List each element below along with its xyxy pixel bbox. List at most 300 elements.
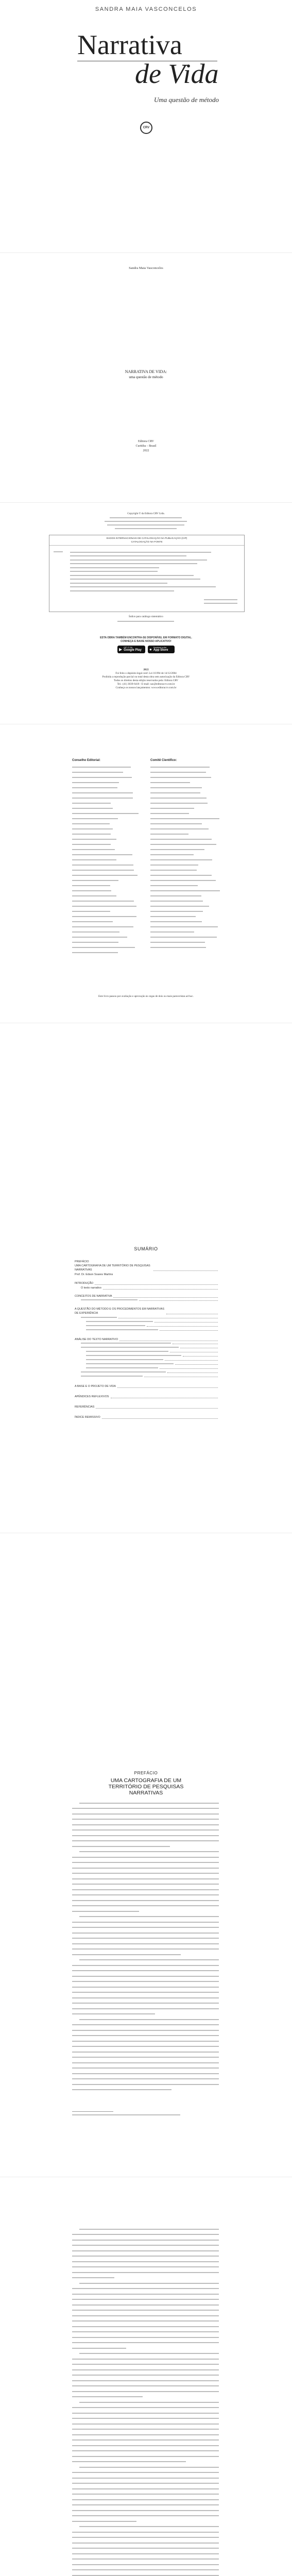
toc-entry-line	[86, 1321, 153, 1322]
text-line	[72, 1976, 219, 1977]
text-line	[150, 916, 196, 917]
text-line	[72, 2478, 219, 2479]
text-line	[150, 798, 207, 799]
text-line	[70, 563, 197, 564]
title-page-city: Curitiba – Brasil	[135, 445, 157, 448]
text-line	[72, 2369, 219, 2370]
text-line	[72, 2424, 219, 2425]
text-line	[72, 813, 139, 814]
text-line	[110, 517, 182, 518]
text-line	[72, 792, 133, 793]
toc-entry-author: Prof. Dr. Edson Soares Martins	[75, 1273, 113, 1276]
google-play-icon: ▶	[119, 647, 123, 652]
text-line	[150, 931, 194, 933]
google-play-small-label: GET IT ON	[124, 646, 132, 649]
editorial-council-title: Conselho Editorial:	[72, 759, 101, 762]
text-line	[79, 2283, 219, 2284]
text-line	[72, 859, 116, 860]
text-line	[150, 875, 212, 876]
text-line	[72, 1894, 219, 1895]
text-line	[72, 2299, 219, 2300]
text-line	[72, 2320, 219, 2321]
cip-divider	[49, 545, 244, 546]
text-line	[150, 890, 220, 891]
text-line	[72, 834, 111, 835]
text-line	[72, 2564, 219, 2565]
cip-cdu	[204, 599, 237, 600]
text-line	[72, 1922, 219, 1923]
text-line	[72, 1808, 219, 1809]
text-line	[72, 1889, 219, 1890]
text-line	[72, 895, 116, 896]
google-play-button[interactable]	[117, 646, 145, 653]
toc-entry-line	[81, 1347, 179, 1348]
preface-title-line: UMA CARTOGRAFIA DE UM	[110, 1777, 182, 1784]
text-line	[72, 926, 133, 927]
text-line	[72, 1970, 219, 1971]
legal-reserved: Todos os direitos desta edição reservados pela: Editora CRV	[113, 679, 179, 682]
text-line	[72, 2315, 219, 2316]
text-line	[107, 524, 184, 526]
preface-label: PREFÁCIO	[134, 1771, 158, 1775]
text-line	[150, 777, 211, 778]
text-line	[72, 2456, 219, 2457]
text-line	[72, 1943, 219, 1944]
text-line	[72, 1829, 219, 1831]
toc-entry[interactable]	[75, 1359, 219, 1362]
text-line	[72, 2515, 219, 2516]
text-line	[72, 2261, 219, 2262]
toc-leader	[154, 1322, 218, 1323]
text-line	[72, 1884, 219, 1885]
footnote-rule	[72, 2111, 113, 2112]
app-store-button[interactable]	[148, 646, 175, 653]
toc-entry[interactable]	[75, 1376, 219, 1378]
text-line	[72, 1846, 170, 1847]
text-line	[79, 2467, 219, 2468]
text-line	[72, 823, 110, 824]
toc-entry[interactable]	[75, 1299, 219, 1302]
text-line	[72, 2483, 219, 2484]
text-line	[79, 2019, 219, 2020]
toc-entry[interactable]	[75, 1371, 219, 1374]
text-line	[72, 2035, 219, 2036]
text-line	[72, 952, 118, 953]
copyright-notice: Copyright © da Editora CRV Ltda.	[127, 512, 165, 515]
toc-entry[interactable]	[75, 1347, 219, 1349]
text-line	[150, 849, 204, 850]
text-line	[72, 2294, 219, 2295]
text-line	[72, 2439, 219, 2441]
text-line	[72, 947, 135, 948]
text-line	[72, 911, 110, 912]
text-line	[72, 844, 111, 845]
text-line	[105, 521, 187, 522]
toc-entry[interactable]	[75, 1286, 219, 1291]
toc-entry-line	[86, 1363, 174, 1364]
text-line	[150, 834, 188, 835]
text-line	[72, 1878, 219, 1879]
text-line	[150, 813, 189, 814]
text-line	[150, 772, 206, 773]
text-line	[72, 2537, 219, 2538]
text-line	[150, 937, 217, 938]
text-line	[72, 865, 133, 866]
text-line	[72, 2013, 155, 2014]
text-line	[72, 2553, 219, 2554]
title-page-author: Sandra Maia Vasconcelos	[129, 266, 163, 270]
text-line	[150, 828, 209, 829]
text-line	[72, 2062, 219, 2063]
text-line	[72, 787, 117, 788]
footnote-line	[72, 2114, 180, 2115]
text-line	[72, 2445, 219, 2446]
toc-entry-label: APÊNDICES REFLEXIVOS	[75, 1395, 109, 1398]
text-line	[72, 1824, 219, 1825]
text-line	[117, 621, 174, 622]
text-line	[72, 2499, 219, 2500]
text-line	[70, 586, 216, 587]
peer-review-note: Este livro passou por avaliação e aprovação às cegas de dois ou mais pareceristas ad hoc.	[98, 995, 194, 998]
text-line	[150, 782, 190, 783]
text-line	[72, 798, 133, 799]
text-line	[150, 823, 202, 824]
text-line	[72, 901, 134, 902]
cover-title-line2: de Vida	[135, 58, 219, 89]
text-line	[70, 575, 194, 576]
text-line	[150, 865, 198, 866]
text-line	[72, 1992, 219, 1993]
toc-leader	[96, 1408, 218, 1409]
text-line	[72, 2256, 219, 2257]
text-line	[72, 880, 118, 881]
text-line	[70, 555, 186, 556]
toc-entry[interactable]	[75, 1317, 219, 1319]
cip-catalog-box	[49, 535, 245, 612]
text-line	[150, 947, 206, 948]
text-line	[72, 2003, 219, 2004]
text-line	[72, 2548, 219, 2549]
text-line	[72, 2434, 219, 2435]
toc-entry[interactable]	[75, 1325, 219, 1328]
text-line	[72, 2375, 219, 2376]
text-line	[72, 1835, 219, 1836]
text-line	[72, 2385, 219, 2386]
text-line	[72, 2073, 219, 2074]
toc-entry-line	[86, 1367, 158, 1368]
text-line	[150, 787, 202, 788]
text-line	[72, 2461, 186, 2462]
text-line	[72, 1873, 219, 1874]
text-line	[72, 942, 118, 943]
toc-entry-label: ANÁLISE DO TEXTO NARRATIVO	[75, 1338, 118, 1341]
text-line	[72, 2288, 219, 2289]
text-line	[72, 2510, 219, 2511]
summary-title: SUMÁRIO	[134, 1246, 158, 1251]
text-line	[72, 931, 119, 933]
text-line	[150, 808, 194, 809]
text-line	[79, 1916, 219, 1917]
title-page-publisher: Editora CRV	[138, 440, 154, 443]
toc-leader	[167, 1372, 218, 1373]
toc-leader	[160, 1330, 218, 1331]
text-line	[72, 2429, 219, 2430]
toc-entry[interactable]	[75, 1321, 219, 1324]
toc-entry	[75, 1273, 219, 1277]
text-line	[72, 2359, 219, 2360]
title-page-subtitle: uma questão de método	[129, 375, 163, 379]
text-line	[72, 808, 113, 809]
page-separator	[0, 252, 292, 253]
text-line	[72, 875, 138, 876]
toc-entry-label: CONCEITOS DE NARRATIVA	[75, 1295, 112, 1298]
text-line	[72, 2558, 219, 2560]
text-line	[72, 803, 111, 804]
text-line	[72, 2310, 219, 2311]
text-line	[72, 2494, 219, 2495]
cover-author: SANDRA MAIA VASCONCELOS	[95, 6, 197, 12]
toc-entry-line	[86, 1329, 158, 1330]
text-line	[72, 1814, 219, 1815]
toc-entry-line	[81, 1376, 143, 1377]
text-line	[72, 2272, 219, 2273]
app-store-label: App Store	[153, 649, 168, 652]
text-line	[72, 1997, 219, 1998]
text-line	[150, 854, 194, 855]
text-line	[72, 767, 131, 768]
text-line	[72, 1948, 219, 1950]
text-line	[150, 870, 197, 871]
toc-entry-line	[86, 1351, 168, 1352]
text-line	[150, 901, 203, 902]
legal-rights: Proibida a reprodução parcial ou total desta obra sem autorização da Editora CRV	[102, 675, 190, 679]
text-line	[150, 839, 212, 840]
toc-leader	[95, 1284, 218, 1285]
text-line	[72, 2067, 219, 2069]
text-line	[150, 885, 198, 886]
crv-logo-text: CRV	[143, 126, 150, 129]
google-play-label: Google Play	[124, 649, 142, 652]
app-store-small-label: Download on the	[153, 646, 167, 649]
text-line	[72, 2234, 219, 2235]
text-line	[150, 818, 219, 819]
toc-leader	[147, 1326, 218, 1327]
catalog-index-title: Índice para catálogo sistemático	[129, 615, 163, 618]
text-line	[150, 844, 216, 845]
text-line	[72, 2391, 219, 2392]
toc-entry[interactable]	[75, 1355, 219, 1358]
text-line	[72, 1840, 219, 1841]
toc-leader	[139, 1300, 218, 1301]
text-line	[72, 782, 119, 783]
toc-leader	[102, 1418, 218, 1419]
text-line	[72, 937, 127, 938]
toc-leader	[153, 1270, 218, 1271]
text-line	[150, 803, 208, 804]
toc-entry[interactable]	[75, 1260, 219, 1264]
text-line	[79, 1959, 219, 1960]
text-line	[72, 2364, 219, 2365]
text-line	[72, 2245, 219, 2246]
text-line	[72, 2342, 219, 2343]
toc-entry[interactable]	[75, 1385, 219, 1389]
toc-entry-label: UMA CARTOGRAFIA DE UM TERRITÓRIO DE PESQUISAS NARRATIVAS	[75, 1264, 150, 1272]
text-line	[72, 2304, 219, 2306]
text-line	[72, 2008, 219, 2009]
text-line	[72, 854, 132, 855]
toc-entry-line	[86, 1355, 181, 1356]
legal-deposit: Foi feito o depósito legal conf. Lei 10.994 de 14/12/2004	[115, 672, 177, 675]
text-line	[150, 926, 218, 927]
text-line	[72, 1938, 219, 1939]
text-line	[72, 2052, 219, 2053]
toc-entry[interactable]	[75, 1395, 219, 1399]
toc-entry[interactable]	[75, 1329, 219, 1332]
text-line	[72, 890, 111, 891]
toc-entry-label: REFERÊNCIAS	[75, 1405, 95, 1409]
scientific-committee-title: Comitê Científico:	[150, 759, 177, 762]
toc-entry-line	[81, 1343, 171, 1344]
toc-entry-label: A BASE E O PROJETO DE VIDA	[75, 1385, 116, 1388]
text-line	[72, 916, 136, 917]
text-line	[72, 906, 136, 907]
text-line	[72, 1819, 219, 1820]
legal-contact: Tel.: (41) 3039-6418 - E-mail: sac@editoracrv.com.br	[117, 683, 175, 686]
toc-leader	[113, 1297, 218, 1298]
text-line	[72, 2396, 143, 2397]
toc-leader	[117, 1387, 218, 1388]
text-line	[70, 590, 174, 591]
text-line	[72, 2326, 219, 2327]
text-line	[72, 1857, 219, 1858]
apple-icon: ●	[149, 647, 152, 652]
text-line	[72, 1987, 219, 1988]
text-line	[72, 1927, 219, 1928]
text-line	[72, 849, 115, 850]
toc-entry[interactable]	[75, 1264, 219, 1272]
text-line	[72, 2543, 219, 2544]
text-line	[72, 870, 134, 871]
text-line	[72, 2472, 219, 2473]
digital-edition-line: ESTA OBRA TAMBÉM ENCONTRA-SE DISPONÍVEL EM FORMATO DIGITAL.	[100, 636, 192, 639]
text-line	[72, 1933, 219, 1934]
text-line	[72, 2450, 219, 2451]
text-line	[150, 792, 200, 793]
text-line	[72, 772, 123, 773]
text-line	[72, 2488, 219, 2489]
text-line	[150, 911, 203, 912]
toc-entry[interactable]	[75, 1295, 219, 1299]
text-line	[79, 1851, 219, 1852]
text-line	[72, 2277, 114, 2278]
text-line	[70, 571, 158, 572]
text-line	[72, 828, 113, 829]
text-line	[70, 552, 211, 553]
text-line	[72, 1905, 219, 1906]
title-page-year: 2022	[143, 449, 149, 452]
download-app-line: CONHEÇA E BAIXE NOSSO APLICATIVO!	[121, 640, 171, 643]
text-line	[150, 906, 209, 907]
text-line	[150, 880, 216, 881]
text-line	[72, 2348, 126, 2349]
text-line	[72, 2521, 136, 2522]
text-line	[72, 2266, 219, 2267]
text-line	[72, 1911, 139, 1912]
preface-title-line: TERRITÓRIO DE PESQUISAS	[108, 1784, 184, 1790]
text-line	[72, 2569, 219, 2570]
toc-leader	[175, 1364, 218, 1365]
cip-subheader: CATALOGAÇÃO NA FONTE	[131, 541, 163, 544]
text-line	[79, 2353, 219, 2354]
text-line	[72, 2337, 219, 2338]
toc-leader	[183, 1356, 218, 1357]
text-line	[72, 2078, 219, 2079]
toc-entry[interactable]	[75, 1405, 219, 1410]
text-line	[72, 921, 113, 922]
toc-leader	[165, 1360, 218, 1361]
toc-entry[interactable]	[75, 1338, 219, 1342]
text-line	[72, 1965, 219, 1966]
text-line	[150, 942, 205, 943]
text-line	[72, 2041, 219, 2042]
text-line	[72, 885, 110, 886]
text-line	[72, 2089, 171, 2090]
toc-entry[interactable]	[75, 1308, 219, 1315]
toc-entry[interactable]	[75, 1363, 219, 1366]
toc-leader	[160, 1368, 218, 1369]
toc-entry-label: PREFÁCIO	[75, 1260, 89, 1263]
toc-entry-label: A QUESTÃO DO MÉTODO E OS PROCEDIMENTOS EM NARRATIVAS DE EXPERIÊNCIA	[75, 1308, 164, 1315]
toc-entry-line	[81, 1317, 117, 1318]
title-page-title: NARRATIVA DE VIDA:	[125, 369, 167, 374]
text-line	[150, 921, 202, 922]
text-line	[70, 579, 200, 580]
cover-title-line1: Narrativa	[77, 29, 182, 60]
text-line	[72, 2407, 219, 2408]
toc-entry[interactable]	[75, 1282, 219, 1286]
text-line	[72, 2532, 219, 2533]
toc-leader	[103, 1289, 218, 1290]
toc-entry-line	[81, 1371, 166, 1372]
text-line	[150, 767, 210, 768]
toc-entry-line	[81, 1299, 138, 1300]
text-line	[72, 1900, 219, 1901]
text-line	[72, 2380, 219, 2381]
text-line	[72, 1981, 219, 1982]
text-line	[72, 1862, 219, 1863]
text-line	[150, 859, 212, 860]
toc-entry[interactable]	[75, 1416, 219, 1420]
text-line	[72, 2250, 219, 2251]
toc-entry-label: INTRODUÇÃO	[75, 1282, 94, 1285]
toc-entry-label: ÍNDICE REMISSIVO	[75, 1416, 100, 1419]
legal-website: Conheça os nossos lançamentos: www.editoracrv.com.br	[115, 686, 177, 689]
text-line	[79, 2526, 219, 2527]
text-line	[72, 1954, 181, 1955]
toc-entry[interactable]	[75, 1367, 219, 1370]
text-line	[72, 2046, 219, 2047]
crv-logo	[140, 122, 152, 134]
toc-entry[interactable]	[75, 1343, 219, 1345]
toc-entry[interactable]	[75, 1351, 219, 1353]
cip-header: DADOS INTERNACIONAIS DE CATALOGAÇÃO NA PUBLICAÇÃO (CIP)	[106, 537, 187, 540]
legal-year: 2022	[143, 668, 149, 671]
text-line	[72, 2331, 219, 2332]
text-line	[150, 895, 201, 896]
text-line	[79, 2229, 219, 2230]
text-line	[115, 528, 177, 529]
toc-entry-label: O texto narrativo	[81, 1286, 101, 1290]
